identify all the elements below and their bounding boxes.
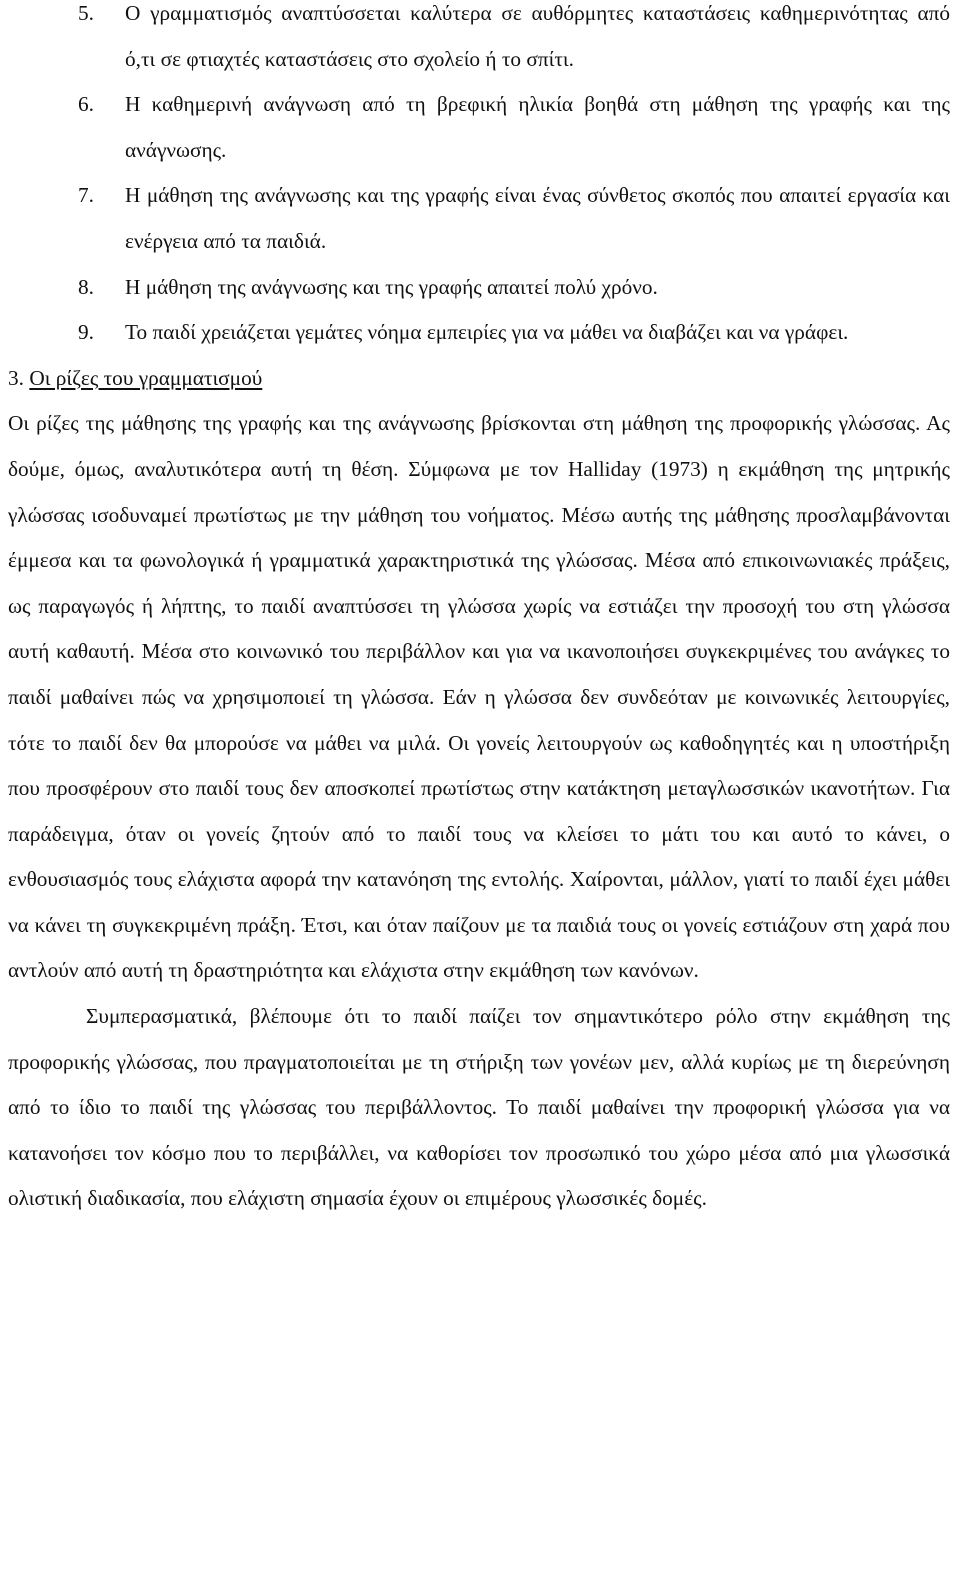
- list-item-number: 7.: [78, 183, 94, 208]
- body-paragraph: Συμπερασματικά, βλέπουμε ότι το παιδί παίζει τον σημαντικότερο ρόλο στην εκμάθηση της προφορικής γλώσσας, που πραγματοποιείται με τη στήριξη των γονέων μεν, αλλά κυρίως με τη διερεύνηση από το ίδιο το παιδί της γλώσσας του περιβάλλοντος. Το παιδί μαθαίνει την προφορική γλώσσα για να κατανοήσει τον κόσμο που το περιβάλλει, να καθορίσει τον προσωπικό του χώρο μέσα από μια γλωσσικά ολιστική διαδικασία, που ελάχιστη σημασία έχουν οι επιμέρους γλωσσικές δομές.: [8, 1004, 950, 1211]
- list-item-number: 6.: [78, 92, 94, 117]
- list-item-text: Η καθημερινή ανάγνωση από τη βρεφική ηλικία βοηθά στη μάθηση της γραφής και της ανάγνωσης.: [125, 92, 950, 162]
- list-item: [8, 265, 950, 311]
- list-item: [8, 82, 950, 173]
- section-title: Οι ρίζες του γραμματισμού: [29, 365, 263, 390]
- list-item-number: 8.: [78, 274, 94, 299]
- list-item-number: 9.: [78, 320, 94, 345]
- section-heading: [8, 356, 950, 402]
- list-item: [8, 310, 950, 356]
- section-number: 3.: [8, 365, 24, 390]
- list-item: [8, 173, 950, 264]
- body-paragraph: Οι ρίζες της μάθησης της γραφής και της ανάγνωσης βρίσκονται στη μάθηση της προφορικής γλώσσας. Ας δούμε, όμως, αναλυτικότερα αυτή τη θέση. Σύμφωνα με τον Halliday (1973) η εκμάθηση της μητρικής γλώσσας ισοδυναμεί πρωτίστως με την μάθηση του νοήματος. Μέσω αυτής της μάθησης προσλαμβάνονται έμμεσα και τα φωνολογικά ή γραμματικά χαρακτηριστικά της γλώσσας. Μέσα από επικοινωνιακές πράξεις, ως παραγωγός ή λήπτης, το παιδί αναπτύσσει τη γλώσσα χωρίς να εστιάζει την προσοχή του στη γλώσσα αυτή καθαυτή. Μέσα στο κοινωνικό του περιβάλλον και για να ικανοποιήσει συγκεκριμένες του ανάγκες το παιδί μαθαίνει πώς να χρησιμοποιεί τη γλώσσα. Εάν η γλώσσα δεν συνδεόταν με κοινωνικές λειτουργίες, τότε το παιδί δεν θα μπορούσε να μάθει να μιλά. Οι γονείς λειτουργούν ως καθοδηγητές και η υποστήριξη που προσφέρουν στο παιδί τους δεν αποσκοπεί πρωτίστως στην κατάκτηση μεταγλωσσικών ικανοτήτων. Για παράδειγμα, όταν οι γονείς ζητούν από το παιδί τους να κλείσει το μάτι του και αυτό το κάνει, ο ενθουσιασμός τους ελάχιστα αφορά την κατανόηση της εντολής. Χαίρονται, μάλλον, γιατί το παιδί έχει μάθει να κάνει τη συγκεκριμένη πράξη. Έτσι, και όταν παίζουν με τα παιδιά τους οι γονείς εστιάζουν στη χαρά που αντλούν από αυτή τη δραστηριότητα και ελάχιστα στην εκμάθηση των κανόνων.: [8, 411, 950, 983]
- list-item-number: 5.: [78, 1, 94, 25]
- list-item-text: Η μάθηση της ανάγνωσης και της γραφής είναι ένας σύνθετος σκοπός που απαιτεί εργασία και ενέργεια από τα παιδιά.: [125, 183, 950, 253]
- list-item-text: Η μάθηση της ανάγνωσης και της γραφής απαιτεί πολύ χρόνο.: [125, 274, 658, 299]
- list-item: [8, 0, 950, 82]
- list-item-text: Το παιδί χρειάζεται γεμάτες νόημα εμπειρίες για να μάθει να διαβάζει και να γράφει.: [125, 320, 849, 345]
- numbered-list: [8, 0, 950, 356]
- list-item-text: Ο γραμματισμός αναπτύσσεται καλύτερα σε αυθόρμητες καταστάσεις καθημερινότητας από ό,τι σε φτιαχτές καταστάσεις στο σχολείο ή το σπίτι.: [125, 1, 950, 71]
